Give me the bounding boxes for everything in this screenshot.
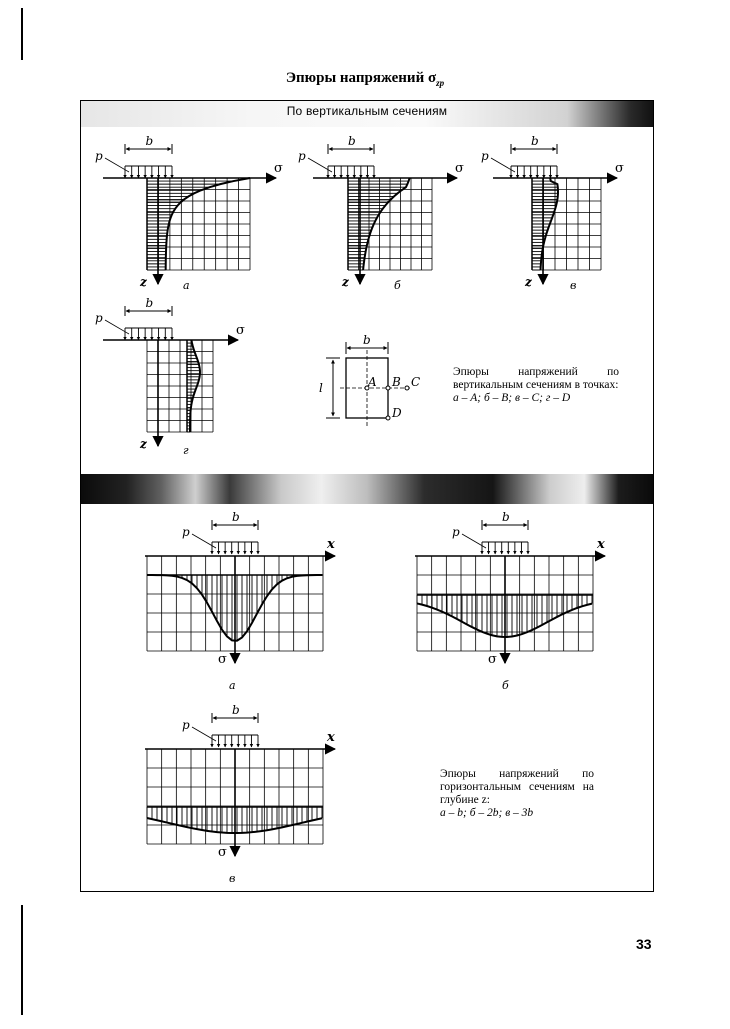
plan-point: [386, 416, 390, 420]
figure-label: б: [394, 279, 401, 292]
load-b-label: b: [502, 510, 510, 524]
load-p-label: p: [452, 525, 460, 539]
load-p-label: p: [95, 149, 103, 163]
x-label: x: [327, 537, 335, 552]
load-p-leader: [192, 534, 216, 548]
horizontal-section-diagrams: [145, 510, 605, 885]
load-b-label: b: [232, 703, 240, 717]
plan-point-label: D: [392, 406, 402, 420]
plan-b-label: b: [363, 333, 371, 347]
sigma-label: σ: [218, 845, 227, 860]
horizontal-section-note: [440, 768, 594, 820]
foundation-plan-diagram: [319, 333, 420, 426]
vertical-diagram-3: [95, 296, 245, 457]
load-b-label: b: [145, 296, 154, 310]
z-label: z: [140, 437, 147, 451]
vertical-note-legend: а – A; б – B; в – C; г – D: [453, 392, 571, 404]
load-p-leader: [308, 158, 332, 172]
horizontal-diagram-0: [145, 510, 335, 692]
vertical-diagram-0: [95, 134, 283, 292]
load-p-label: p: [95, 311, 103, 325]
vertical-section-note: [453, 366, 619, 405]
sigma-label: σ: [615, 161, 624, 176]
plan-point-label: C: [411, 375, 421, 389]
vertical-diagram-1: [298, 134, 464, 292]
figure-label: б: [502, 679, 509, 692]
load-b-label: b: [531, 134, 539, 148]
figure-label: в: [229, 872, 236, 885]
x-label: x: [597, 537, 605, 552]
vertical-note-text: Эпюры напряжений по вертикальным сечениям в точках:: [453, 366, 619, 391]
z-label: z: [525, 275, 532, 289]
load-p-leader: [105, 158, 129, 172]
load-p-label: p: [481, 149, 489, 163]
sigma-label: σ: [488, 652, 497, 667]
load-b-label: b: [232, 510, 240, 524]
horizontal-diagram-1: [415, 510, 605, 692]
z-label: z: [342, 275, 349, 289]
load-p-leader: [491, 158, 515, 172]
horizontal-diagram-2: [145, 703, 335, 885]
plan-point-label: A: [368, 375, 377, 389]
page-number: 33: [636, 936, 652, 952]
load-p-leader: [192, 727, 216, 741]
figure-label: а: [229, 679, 236, 692]
horizontal-note-text: Эпюры напряжений по горизонтальным сечениям на глубине z:: [440, 768, 594, 806]
page-title-subscript: zp: [436, 78, 445, 88]
figure-label: г: [183, 444, 189, 457]
sigma-label: σ: [455, 161, 464, 176]
vertical-diagram-2: [481, 134, 624, 292]
figure-label: в: [570, 279, 577, 292]
x-label: x: [327, 730, 335, 745]
vertical-section-diagrams: [95, 134, 624, 457]
load-b-label: b: [348, 134, 356, 148]
plan-point-label: B: [392, 375, 401, 389]
load-p-leader: [462, 534, 486, 548]
figure-label: а: [183, 279, 190, 292]
z-label: z: [140, 275, 147, 289]
plan-point: [386, 386, 390, 390]
sigma-label: σ: [236, 323, 245, 338]
load-p-label: p: [182, 718, 190, 732]
plan-l-label: l: [319, 381, 323, 395]
horizontal-note-legend: а – b; б – 2b; в – 3b: [440, 807, 534, 819]
sigma-label: σ: [274, 161, 283, 176]
sigma-label: σ: [218, 652, 227, 667]
vertical-section-title: По вертикальным сечениям: [286, 104, 448, 118]
plan-point: [405, 386, 409, 390]
load-b-label: b: [145, 134, 154, 148]
load-p-label: p: [298, 149, 306, 163]
load-p-leader: [105, 320, 129, 334]
page-title-text: Эпюры напряжений σ: [285, 70, 437, 86]
load-p-label: p: [182, 525, 190, 539]
